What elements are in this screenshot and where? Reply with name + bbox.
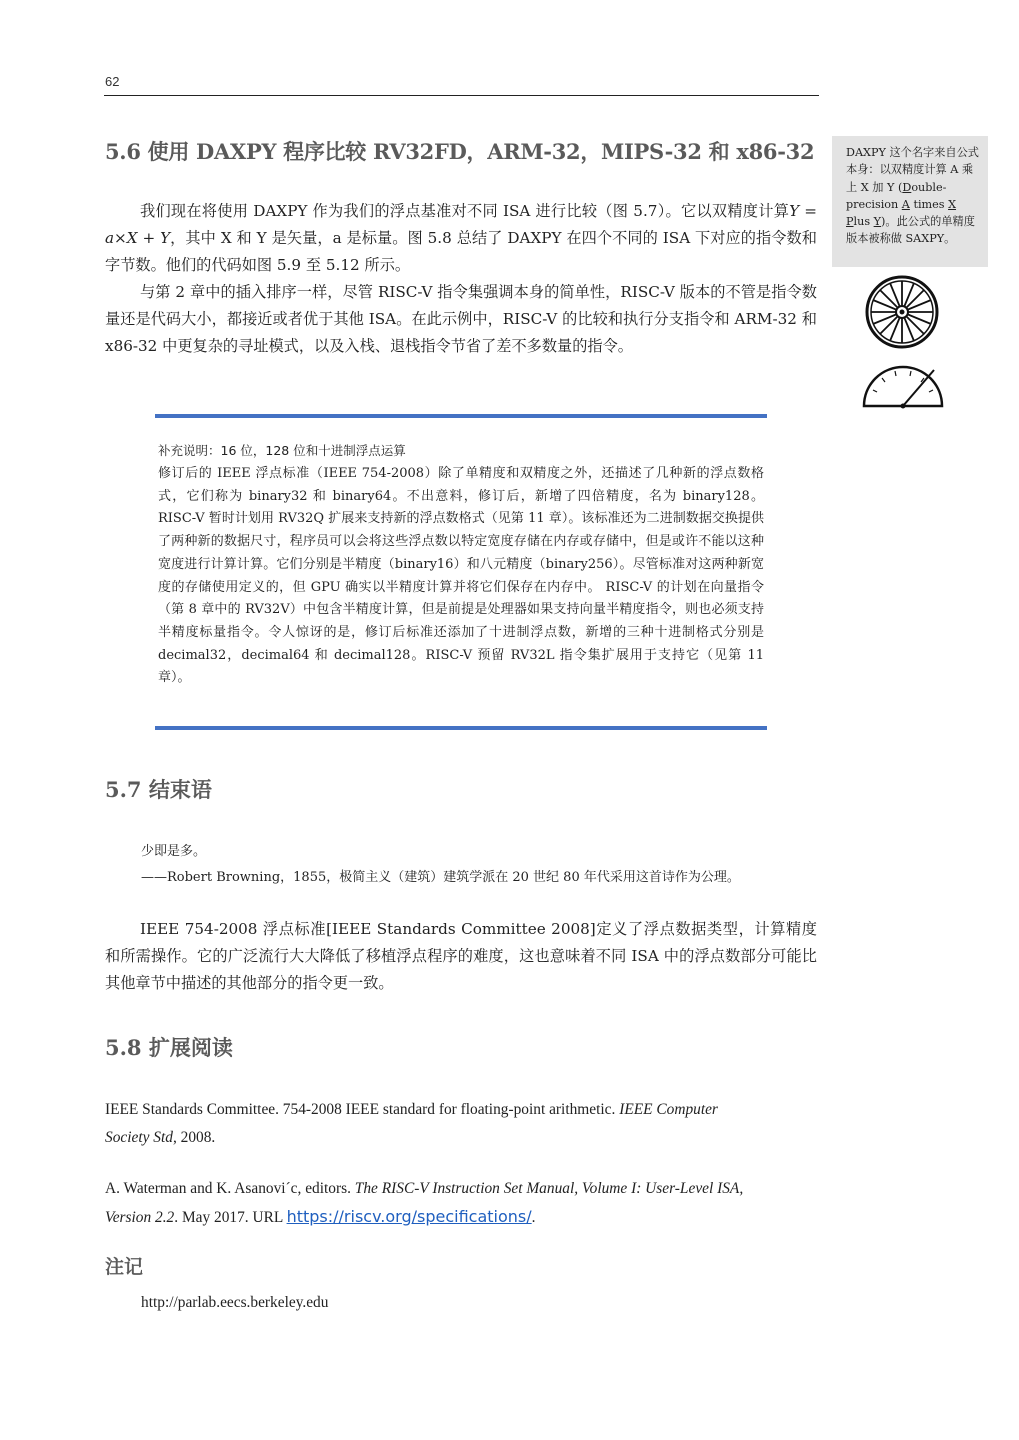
reference-riscv-manual: A. Waterman and K. Asanovi´c, editors. The RISC-V Instruction Set Manual, Volume I: User-Level ISA, Version 2.2. May 2017. URL https://riscv.org/specifications/. [105, 1180, 744, 1226]
section-5-8-title: 5.8 扩展阅读 [105, 1035, 233, 1060]
riscv-spec-link[interactable]: https://riscv.org/specifications/ [286, 1207, 532, 1226]
notes-url: http://parlab.eecs.berkeley.edu [141, 1294, 329, 1311]
box-top-rule [155, 414, 767, 418]
gauge-icon [860, 362, 946, 410]
section-5-7-paragraph: IEEE 754-2008 浮点标准[IEEE Standards Committee 2008]定义了浮点数据类型，计算精度和所需操作。它的广泛流行大大降低了移植浮点程序的难度，这也意味着不同 ISA 中的浮点数部分可能比其他章节中描述的其他部分的指令更一致。 [105, 920, 817, 992]
daxpy-formula: Y = a×X + Y [105, 202, 817, 247]
header-rule [104, 95, 819, 96]
page-number: 62 [105, 74, 120, 89]
section-5-6-title: 5.6 使用 DAXPY 程序比较 RV32FD，ARM-32，MIPS-32 和 x86-32 [105, 139, 815, 164]
epigraph-quote: 少即是多。 [141, 844, 207, 859]
section-5-7-title: 5.7 结束语 [105, 777, 212, 802]
supplement-box-text: 修订后的 IEEE 浮点标准（IEEE 754-2008）除了单精度和双精度之外，还描述了几种新的浮点数格式，它们称为 binary32 和 binary64。不出意料，修订后，新增了四倍精度，名为 binary128。 RISC-V 暂时计划用 RV32Q 扩展来支持新的浮点数格式（见第 11 章）。该标准还为二进制数据交换提供了两种新的数据尺寸，程序员可以会将这些浮点数以特定宽度存储在内存或存储中，但是或许不能以这种宽度进行计算计算。它们分别是半精度（binary16）和八元精度（binary256）。尽管标准对这两种新宽度的存储使用定义的，但 GPU 确实以半精度计算并将它们保存在内存中。 RISC-V 的计划在向量指令（第 8 章中的 RV32V）中包含半精度计算，但是前提是处理器如果支持向量半精度指令，则也必须支持半精度标量指令。令人惊讶的是，修订后标准还添加了十进制浮点数，新增的三种十进制格式分别是 decimal32，decimal64 和 decimal128。RISC-V 预留 RV32L 指令集扩展用于支持它（见第 11 章）。 [158, 466, 764, 686]
notes-title: 注记 [105, 1256, 144, 1278]
section-5-6-paragraph-2: 与第 2 章中的插入排序一样，尽管 RISC-V 指令集强调本身的简单性，RISC-V 版本的不管是指令数量还是代码大小，都接近或者优于其他 ISA。在此示例中，RISC-V 的比较和执行分支指令和 ARM-32 和 x86-32 中更复杂的寻址模式，以及入栈、退栈指令节省了差不多数量的指令。 [105, 283, 817, 355]
wheel-icon [864, 274, 940, 350]
sidebar-note-text: DAXPY 这个名字来自公式本身：以双精度计算 A 乘上 X 加 Y (Double-precision A times X Plus Y)。此公式的单精度版本被称做 SAXPY。 [846, 146, 979, 246]
box-bottom-rule [155, 726, 767, 730]
reference-ieee: IEEE Standards Committee. 754-2008 IEEE standard for floating-point arithmetic. IEEE Computer Society Std, 2008. [105, 1101, 718, 1146]
epigraph-attribution: ——Robert Browning，1855，极简主义（建筑）建筑学派在 20 世纪 80 年代采用这首诗作为公理。 [141, 870, 740, 885]
section-5-6-paragraph-1: 我们现在将使用 DAXPY 作为我们的浮点基准对不同 ISA 进行比较（图 5.7）。它以双精度计算Y = a×X + Y，其中 X 和 Y 是矢量，a 是标量。图 5.8 总结了 DAXPY 在四个不同的 ISA 下对应的指令数和字节数。他们的代码如图 5.9 至 5.12 所示。 [105, 202, 817, 274]
supplement-box-title: 补充说明：16 位，128 位和十进制浮点运算 [158, 443, 406, 458]
